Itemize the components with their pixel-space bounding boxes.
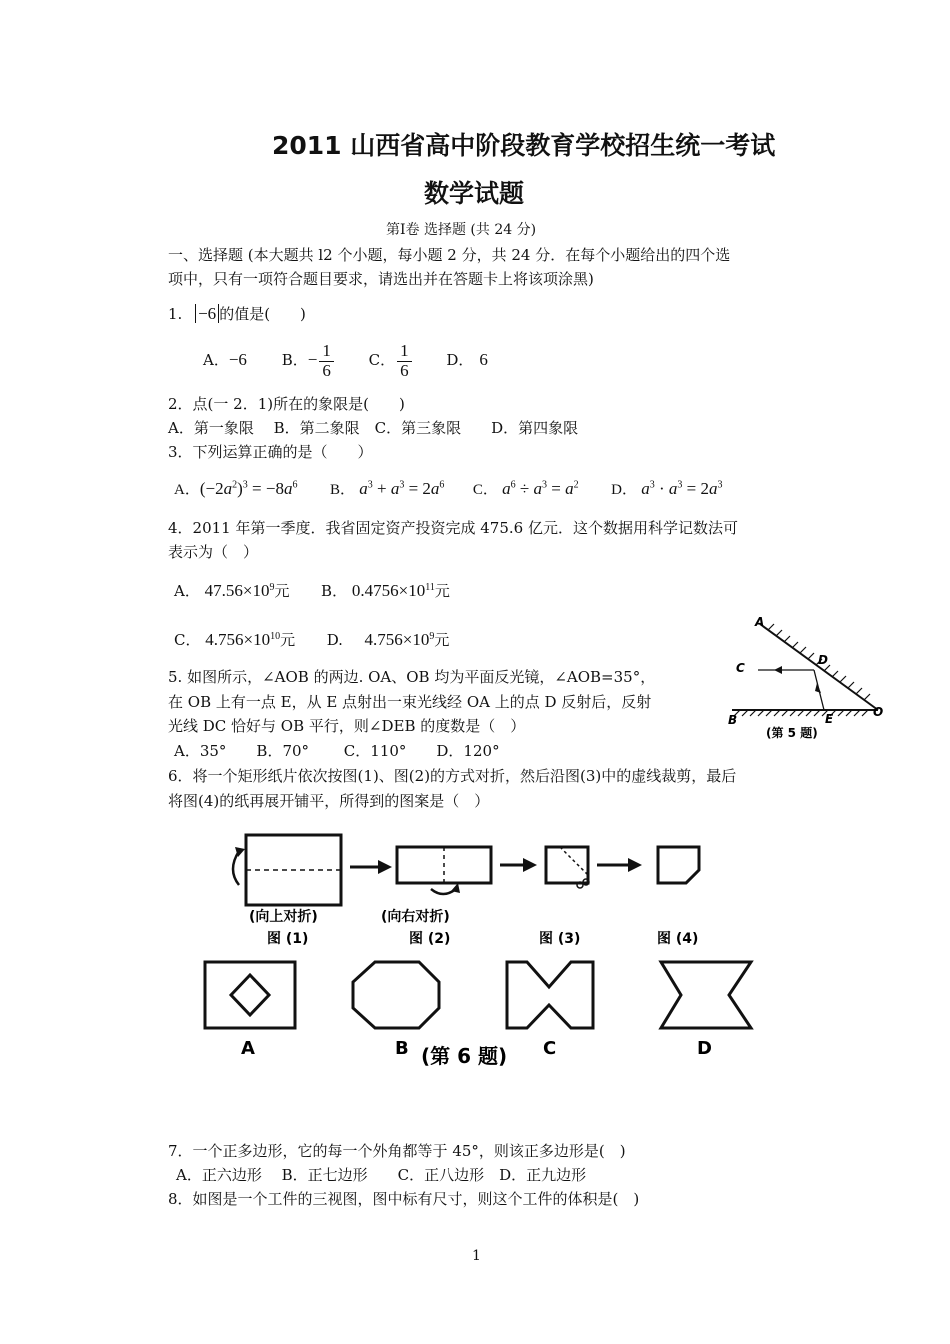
q1-abs-expression: −6: [195, 304, 219, 323]
arrow-1-head: [378, 860, 392, 874]
label-a: A: [755, 615, 765, 629]
q4-option-d-value: 4.756×10: [364, 630, 430, 649]
caption-fig4: 图 (4): [657, 931, 699, 947]
q4-option-a-exponent: 9: [269, 582, 275, 593]
q4-option-b-unit: 元: [434, 582, 450, 600]
q1-option-a-value: −6: [228, 350, 247, 370]
q1-option-b-numerator: 1: [319, 342, 334, 362]
q1-option-b-fraction: [319, 342, 334, 380]
q4-option-a-unit: 元: [274, 582, 290, 600]
question-5-figure: [722, 610, 887, 745]
question-7-stem: 7．一个正多边形，它的每一个外角都等于 45°，则该正多边形是( ): [168, 1142, 626, 1160]
fig3-cut-line: [560, 847, 588, 875]
q1-option-c-denominator: 6: [400, 360, 409, 380]
option-b-label: B: [395, 1038, 409, 1059]
instructions-line-2: 项中，只有一项符合题目要求，请选出并在答题卡上将该项涂黑): [168, 270, 594, 288]
q4-option-b-label: B．: [321, 582, 348, 600]
option-a-diamond: [231, 975, 269, 1015]
question-6-figure: [175, 825, 775, 1075]
instructions-line-1: 一、选择题 (本大题共 l2 个小题，每小题 2 分，共 24 分．在每个小题给出的四个选: [168, 246, 731, 264]
option-b-octagon: [353, 962, 439, 1028]
q4-option-c-value: 4.756×10: [205, 630, 271, 649]
q1-option-b-sign: −: [307, 350, 318, 370]
ray-dc-arrow: [774, 666, 782, 674]
question-6-line-1: 6．将一个矩形纸片依次按图(1)、图(2)的方式对折，然后沿图(3)中的虚线裁剪，最后: [168, 767, 737, 785]
q4-option-d-exponent: 9: [429, 631, 435, 642]
question-6-line-2: 将图(4)的纸再展开铺平，所得到的图案是（ ）: [168, 792, 490, 810]
option-c-label: C: [543, 1038, 557, 1059]
question-3-stem: 3．下列运算正确的是（ ）: [168, 443, 373, 461]
q4-option-a-value: 47.56×10: [204, 581, 270, 600]
label-e: E: [825, 712, 834, 726]
question-4-options-ab: [174, 580, 450, 601]
fig4-shape: [658, 847, 699, 883]
question-1-options: [203, 342, 488, 380]
caption-fig1: 图 (1): [267, 931, 309, 947]
q4-option-c-unit: 元: [280, 631, 296, 649]
label-d: D: [818, 653, 828, 667]
caption-fold-up: (向上对折): [249, 909, 318, 925]
section-heading: 第Ⅰ卷 选择题 (共 24 分): [386, 222, 537, 238]
question-5-figure-caption: (第 5 题): [766, 726, 818, 740]
exam-title: 2011 山西省高中阶段教育学校招生统一考试: [272, 131, 776, 160]
question-8-stem: 8．如图是一个工件的三视图，图中标有尺寸，则这个工件的体积是( ): [168, 1190, 640, 1208]
question-5-line-3: 光线 DC 恰好与 OB 平行，则∠DEB 的度数是（ ）: [168, 717, 526, 735]
q4-option-d-unit: 元: [434, 631, 450, 649]
page-number: 1: [472, 1248, 481, 1264]
question-3-options: A．$(-2a^2)^3 = -8a^6$ B． $a^3 + a^3 = 2a^6$ C． $a^6 \div a^3 = a^2$ D． $a^3 \cdot a^3 = 2a^3$: [174, 479, 723, 498]
caption-fig2: 图 (2): [409, 931, 451, 947]
q4-option-b-value: 0.4756×10: [351, 581, 426, 600]
question-4-line-2: 表示为（ ）: [168, 543, 259, 561]
option-d-label: D: [697, 1038, 712, 1059]
q1-option-c-fraction: [397, 342, 412, 380]
option-a-label: A: [241, 1038, 255, 1059]
option-a-rectangle: [205, 962, 295, 1028]
q1-option-d-label: D．: [446, 351, 474, 370]
question-4-line-1: 4．2011 年第一季度．我省固定资产投资完成 475.6 亿元．这个数据用科学记数法可: [168, 519, 738, 537]
label-o: O: [873, 705, 884, 719]
caption-fig3: 图 (3): [539, 931, 581, 947]
q1-suffix: 的值是( ): [219, 305, 306, 323]
question-2-stem: 2．点(一 2．1)所在的象限是( ): [168, 395, 405, 413]
question-5-options: A．35° B．70° C．110° D．120°: [174, 742, 500, 760]
q1-option-a-label: A．: [203, 351, 229, 370]
q3-option-a-label: A．: [174, 482, 200, 498]
question-2-options: A．第一象限 B．第二象限 C．第三象限 D．第四象限: [168, 419, 579, 437]
q3-option-c-label: C．: [472, 482, 498, 498]
question-6-figure-caption: (第 6 题): [421, 1044, 508, 1068]
question-1-stem: [168, 303, 306, 324]
arrow-2-head: [523, 858, 537, 872]
question-7-options: A．正六边形 B．正七边形 C．正八边形 D．正九边形: [176, 1166, 587, 1184]
q1-option-b-label: B．: [281, 351, 308, 370]
arrow-3-head: [628, 858, 642, 872]
q3-option-b-label: B．: [329, 482, 355, 498]
question-5-line-2: 在 OB 上有一点 E，从 E 点射出一束光线经 OA 上的点 D 反射后，反射: [168, 693, 652, 711]
q3-option-d-label: D．: [611, 482, 637, 498]
q1-number: 1.: [168, 305, 183, 323]
option-d-shape: [661, 962, 751, 1028]
q4-option-c-label: C．: [174, 631, 201, 649]
question-5-line-1: 5. 如图所示，∠AOB 的两边. OA、OB 均为平面反光镜，∠AOB=35°，: [168, 668, 656, 686]
fig3-rectangle: [546, 847, 588, 883]
mirror-oa: [760, 624, 878, 710]
q1-option-b-denominator: 6: [322, 360, 331, 380]
option-c-shape: [507, 962, 593, 1028]
question-4-options-cd: [174, 629, 449, 650]
caption-fold-right: (向右对折): [381, 909, 450, 925]
exam-subtitle: 数学试题: [424, 179, 525, 208]
q1-option-c-numerator: 1: [397, 342, 412, 362]
q4-option-a-label: A．: [174, 582, 200, 600]
label-c: C: [736, 661, 745, 675]
q1-option-c-label: C．: [368, 351, 396, 370]
q4-option-d-label: D.: [326, 631, 343, 649]
q1-option-d-value: 6: [479, 350, 488, 370]
q4-option-b-exponent: 11: [425, 582, 435, 593]
label-b: B: [728, 713, 738, 727]
q4-option-c-exponent: 10: [270, 631, 281, 642]
